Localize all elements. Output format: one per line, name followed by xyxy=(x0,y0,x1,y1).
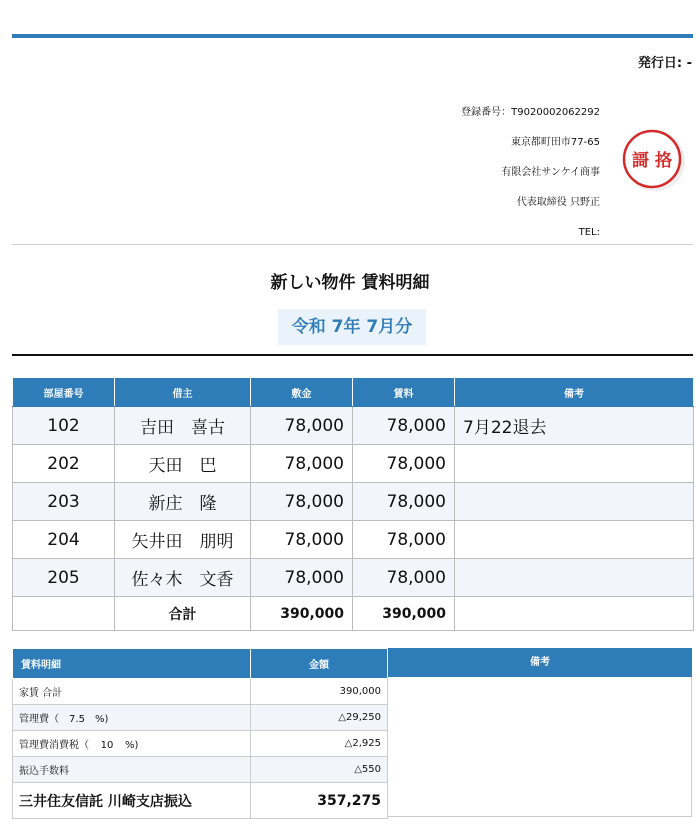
room-number: 203 xyxy=(13,483,115,521)
deposit-amount: 78,000 xyxy=(251,407,353,445)
summary-row-bank-transfer xyxy=(13,783,388,819)
room-number: 205 xyxy=(13,559,115,597)
bank-transfer-value: 357,275 xyxy=(251,783,388,819)
total-rent: 390,000 xyxy=(353,597,455,631)
table-row xyxy=(13,407,694,445)
rent-total-value: 390,000 xyxy=(251,679,388,705)
row-note: 7月22退去 xyxy=(455,407,694,445)
period-badge: 令和 7年 7月分 xyxy=(278,309,426,345)
seal-text: 謌 挌 xyxy=(632,151,672,171)
document-title: 新しい物件 賃料明細 xyxy=(270,273,430,293)
header-room: 部屋番号 xyxy=(13,378,115,407)
rent-amount: 78,000 xyxy=(353,559,455,597)
room-number: 204 xyxy=(13,521,115,559)
rent-table xyxy=(12,377,694,631)
deposit-amount: 78,000 xyxy=(251,483,353,521)
room-number: 202 xyxy=(13,445,115,483)
room-number: 102 xyxy=(13,407,115,445)
header-divider xyxy=(12,244,693,245)
issuer-block xyxy=(461,98,600,248)
issuer-company: 有限会社サンケイ商事 xyxy=(501,167,600,178)
tenant-name: 矢井田 朋明 xyxy=(115,521,251,559)
deposit-amount: 78,000 xyxy=(251,521,353,559)
transfer-fee-label: 振込手数料 xyxy=(13,757,251,783)
mgmt-fee-rate: 7.5 xyxy=(69,714,85,725)
table-row xyxy=(13,483,694,521)
total-label: 合計 xyxy=(115,597,251,631)
notes-body xyxy=(387,677,692,817)
total-row xyxy=(13,597,694,631)
mgmt-fee-value: △29,250 xyxy=(251,705,388,731)
rent-amount: 78,000 xyxy=(353,407,455,445)
tenant-name: 天田 巴 xyxy=(115,445,251,483)
summary-row-transfer-fee xyxy=(13,757,388,783)
row-note xyxy=(455,483,694,521)
deposit-amount: 78,000 xyxy=(251,559,353,597)
header-rent: 賃料 xyxy=(353,378,455,407)
mgmt-tax-cell xyxy=(13,731,251,757)
table-row xyxy=(13,521,694,559)
mgmt-tax-suffix: %) xyxy=(125,740,139,751)
header-tenant: 借主 xyxy=(115,378,251,407)
deposit-amount: 78,000 xyxy=(251,445,353,483)
summary-notes xyxy=(387,648,692,816)
tenant-name: 佐々木 文香 xyxy=(115,559,251,597)
tenant-name: 新庄 隆 xyxy=(115,483,251,521)
row-note xyxy=(455,559,694,597)
table-row xyxy=(13,445,694,483)
rent-amount: 78,000 xyxy=(353,445,455,483)
summary-header-item: 賃料明細 xyxy=(13,649,251,679)
issuer-tel: TEL: xyxy=(578,227,600,238)
summary-row-rent-total xyxy=(13,679,388,705)
notes-header: 備考 xyxy=(387,648,692,677)
mgmt-fee-suffix: %) xyxy=(95,714,109,725)
issue-date: 発行日: - xyxy=(637,56,692,71)
mgmt-fee-cell xyxy=(13,705,251,731)
mgmt-tax-label: 管理費消費税（ xyxy=(19,740,89,751)
mgmt-tax-value: △2,925 xyxy=(251,731,388,757)
rent-amount: 78,000 xyxy=(353,521,455,559)
mgmt-tax-rate: 10 xyxy=(100,740,114,751)
summary-table xyxy=(12,648,388,819)
company-seal-stamp xyxy=(622,128,686,192)
bank-transfer-label: 三井住友信託 川崎支店振込 xyxy=(13,783,251,819)
summary-header-amount: 金額 xyxy=(251,649,388,679)
transfer-fee-value: △550 xyxy=(251,757,388,783)
rent-amount: 78,000 xyxy=(353,483,455,521)
issuer-representative: 代表取締役 只野正 xyxy=(516,197,600,208)
registration-number: 登録番号：T9020002062292 xyxy=(461,107,600,118)
rent-table-header xyxy=(13,378,694,407)
issuer-address: 東京都町田市77-65 xyxy=(510,137,600,148)
summary-header xyxy=(13,649,388,679)
summary-row-mgmt-tax xyxy=(13,731,388,757)
header-note: 備考 xyxy=(455,378,694,407)
total-note xyxy=(455,597,694,631)
total-blank xyxy=(13,597,115,631)
title-divider xyxy=(12,354,693,356)
table-row xyxy=(13,559,694,597)
header-deposit: 敷金 xyxy=(251,378,353,407)
total-deposit: 390,000 xyxy=(251,597,353,631)
rent-total-label: 家賃 合計 xyxy=(13,679,251,705)
row-note xyxy=(455,521,694,559)
row-note xyxy=(455,445,694,483)
header-accent-bar xyxy=(12,34,693,38)
summary-row-mgmt-fee xyxy=(13,705,388,731)
tenant-name: 吉田 喜古 xyxy=(115,407,251,445)
mgmt-fee-label: 管理費（ xyxy=(19,714,59,725)
